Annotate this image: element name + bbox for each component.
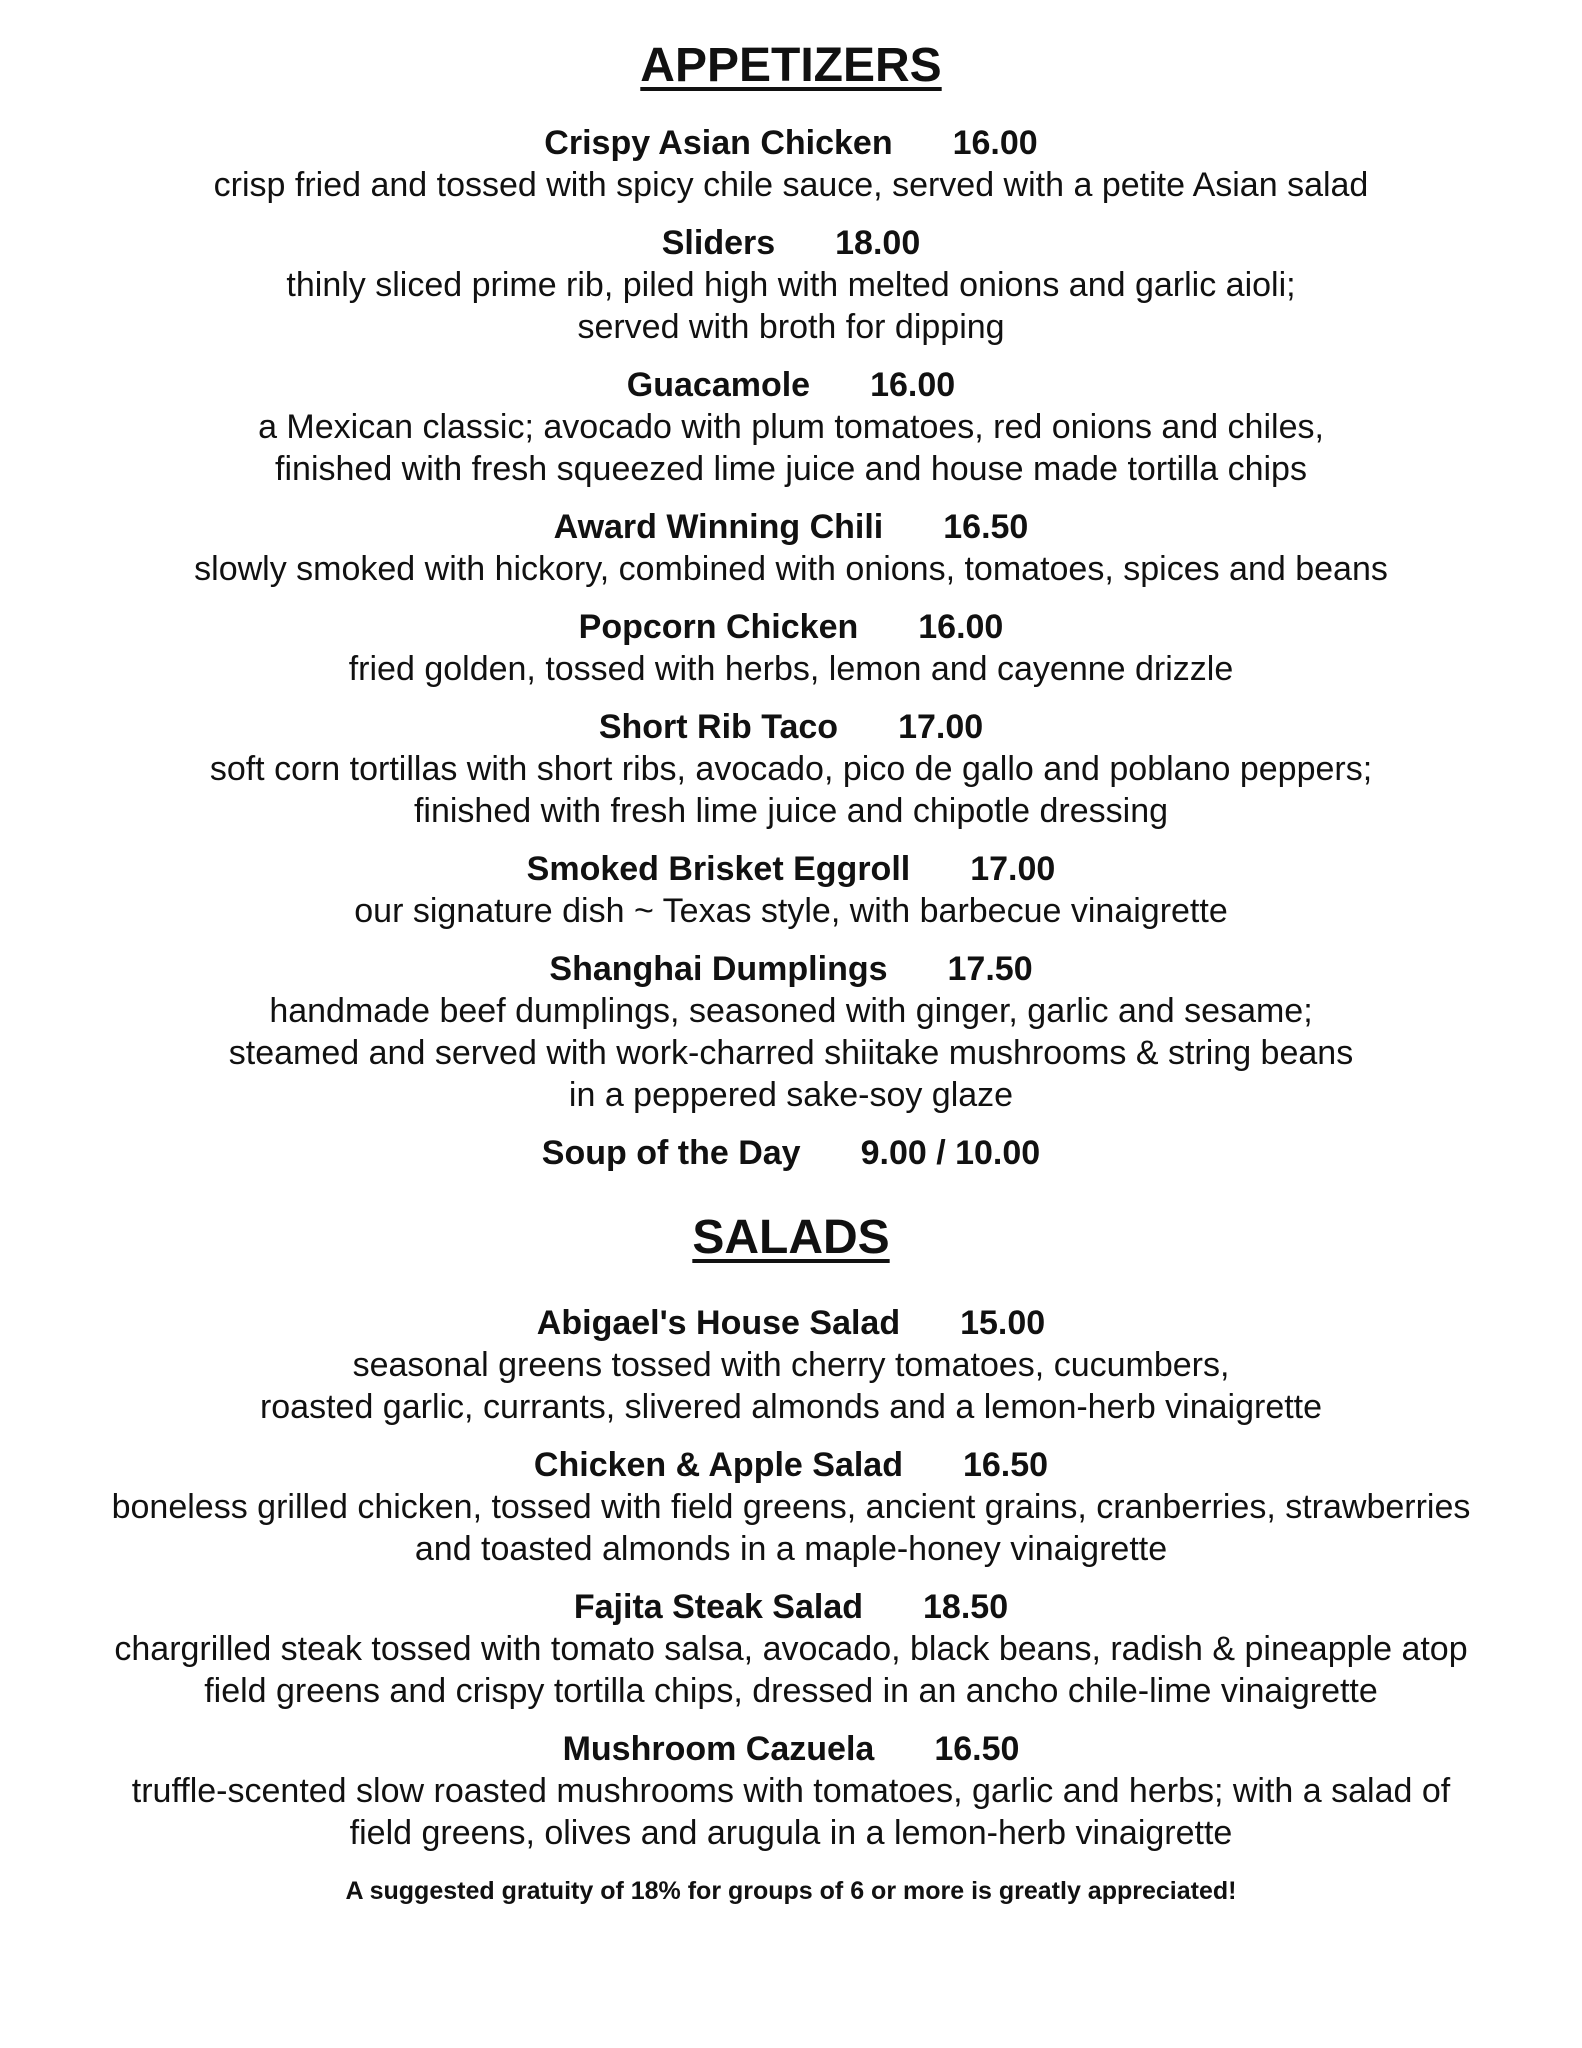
menu-item	[0, 1586, 1582, 1712]
salads-section	[0, 1208, 1582, 1854]
menu-item-heading	[0, 848, 1582, 890]
menu-item-name: Popcorn Chicken	[578, 608, 859, 646]
menu-item-price: 16.50	[934, 1730, 1020, 1768]
menu-item-price: 18.00	[835, 224, 921, 262]
menu-item-heading	[0, 364, 1582, 406]
menu-item-name: Short Rib Taco	[598, 708, 839, 746]
salads-title: SALADS	[692, 1211, 890, 1264]
menu-item	[0, 1444, 1582, 1570]
menu-item-price: 17.00	[898, 708, 984, 746]
gratuity-note: A suggested gratuity of 18% for groups of 6 or more is greatly appreciated!	[345, 1877, 1237, 1905]
menu-item-price: 16.00	[870, 366, 956, 404]
menu-item-description: finished with fresh lime juice and chipotle dressing	[413, 792, 1169, 830]
menu-item-description: chargrilled steak tossed with tomato salsa, avocado, black beans, radish & pineapple atop	[114, 1630, 1468, 1668]
menu-item	[0, 364, 1582, 490]
menu-item-name: Soup of the Day	[541, 1134, 801, 1172]
menu-item-name: Chicken & Apple Salad	[533, 1446, 903, 1484]
menu-item-description: truffle-scented slow roasted mushrooms with tomatoes, garlic and herbs; with a salad of	[131, 1772, 1451, 1810]
menu-item-price: 9.00 / 10.00	[860, 1134, 1041, 1172]
menu-item-heading	[0, 506, 1582, 548]
menu-item-description: roasted garlic, currants, slivered almonds and a lemon-herb vinaigrette	[259, 1388, 1323, 1426]
menu-item-price: 18.50	[923, 1588, 1009, 1626]
menu-item-description: a Mexican classic; avocado with plum tomatoes, red onions and chiles,	[258, 408, 1324, 446]
menu-item-name: Smoked Brisket Eggroll	[526, 850, 911, 888]
menu-item	[0, 706, 1582, 832]
menu-item	[0, 506, 1582, 590]
menu-item-description: in a peppered sake-soy glaze	[568, 1076, 1014, 1114]
menu-item-heading	[0, 606, 1582, 648]
menu-item-description: soft corn tortillas with short ribs, avocado, pico de gallo and poblano peppers;	[209, 750, 1373, 788]
menu-item-heading	[0, 1444, 1582, 1486]
menu-item-description: fried golden, tossed with herbs, lemon and cayenne drizzle	[348, 650, 1234, 688]
menu-item-description: slowly smoked with hickory, combined with onions, tomatoes, spices and beans	[194, 550, 1388, 588]
menu-item-name: Mushroom Cazuela	[562, 1730, 875, 1768]
menu-item	[0, 848, 1582, 932]
menu-item-description: field greens and crispy tortilla chips, dressed in an ancho chile-lime vinaigrette	[204, 1672, 1378, 1710]
menu-item-heading	[0, 222, 1582, 264]
menu-item	[0, 606, 1582, 690]
menu-item-name: Guacamole	[626, 366, 811, 404]
menu-item-name: Shanghai Dumplings	[549, 950, 888, 988]
menu-item-heading	[0, 948, 1582, 990]
menu-item-description: boneless grilled chicken, tossed with field greens, ancient grains, cranberries, strawberries	[111, 1488, 1471, 1526]
menu-item-heading	[0, 706, 1582, 748]
menu-item-price: 16.50	[943, 508, 1029, 546]
menu-item-name: Award Winning Chili	[553, 508, 884, 546]
menu-item-name: Fajita Steak Salad	[573, 1588, 864, 1626]
menu-item-heading	[0, 1302, 1582, 1344]
menu-item-description: seasonal greens tossed with cherry tomatoes, cucumbers,	[352, 1346, 1230, 1384]
menu-item	[0, 1132, 1582, 1174]
menu-item-heading	[0, 1728, 1582, 1770]
appetizers-title: APPETIZERS	[640, 39, 942, 92]
appetizers-section	[0, 36, 1582, 1174]
menu-item-description: finished with fresh squeezed lime juice and house made tortilla chips	[275, 450, 1307, 488]
menu-item-price: 17.00	[970, 850, 1056, 888]
salads-list	[0, 1302, 1582, 1854]
menu-item	[0, 122, 1582, 206]
menu-item	[0, 948, 1582, 1116]
menu-item	[0, 1728, 1582, 1854]
menu-item-description: handmade beef dumplings, seasoned with ginger, garlic and sesame;	[269, 992, 1313, 1030]
menu-item-price: 16.50	[962, 1446, 1049, 1484]
menu-item-price: 16.00	[918, 608, 1004, 646]
menu-item	[0, 1302, 1582, 1428]
menu-item-description: thinly sliced prime rib, piled high with melted onions and garlic aioli;	[286, 266, 1296, 304]
menu-item-name: Sliders	[661, 224, 776, 262]
menu-item-heading	[0, 122, 1582, 164]
menu-item-description: steamed and served with work-charred shiitake mushrooms & string beans	[228, 1034, 1354, 1072]
menu-item-description: our signature dish ~ Texas style, with barbecue vinaigrette	[354, 892, 1228, 930]
menu-item	[0, 222, 1582, 348]
menu-item-name: Abigael's House Salad	[536, 1304, 901, 1342]
menu-item-name: Crispy Asian Chicken	[544, 124, 893, 162]
menu-item-price: 16.00	[952, 124, 1038, 162]
menu-item-heading	[0, 1586, 1582, 1628]
menu-item-description: crisp fried and tossed with spicy chile sauce, served with a petite Asian salad	[213, 166, 1369, 204]
menu-item-heading	[0, 1132, 1582, 1174]
appetizers-list	[0, 122, 1582, 1174]
menu-item-description: and toasted almonds in a maple-honey vinaigrette	[414, 1530, 1168, 1568]
menu-item-description: field greens, olives and arugula in a lemon-herb vinaigrette	[349, 1814, 1233, 1852]
menu-item-price: 17.50	[947, 950, 1033, 988]
menu-item-description: served with broth for dipping	[577, 308, 1005, 346]
menu-item-price: 15.00	[960, 1304, 1046, 1342]
